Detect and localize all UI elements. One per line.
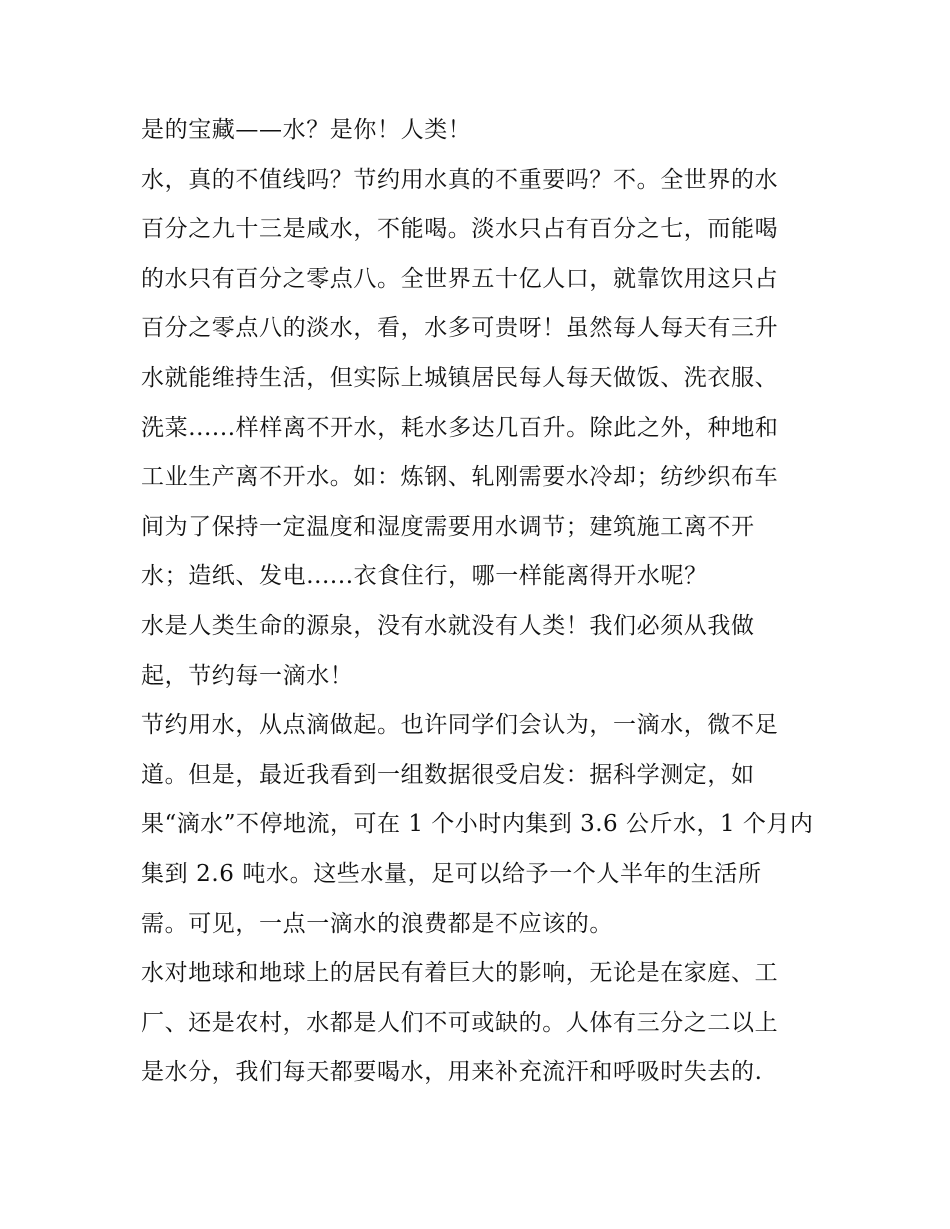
text-line: 起，节约每一滴水！ [141, 662, 354, 689]
text-line: 水就能维持生活，但实际上城镇居民每人每天做饭、洗衣服、 [141, 364, 779, 391]
text-line: 厂、还是农村，水都是人们不可或缺的。人体有三分之二以上 [141, 1009, 779, 1036]
text-line: 集到 2.6 吨水。这些水量，足可以给予一个人半年的生活所 [141, 860, 762, 887]
text-line: 水是人类生命的源泉，没有水就没有人类！我们必须从我做 [141, 612, 755, 639]
text-line: 水，真的不值线吗？节约用水真的不重要吗？不。全世界的水 [141, 166, 779, 193]
text-line: 道。但是，最近我看到一组数据很受启发：据科学测定，如 [141, 761, 755, 788]
paragraph-4 [141, 701, 813, 949]
text-line: 的水只有百分之零点八。全世界五十亿人口，就靠饮用这只占 [141, 265, 779, 292]
paragraph-5 [141, 949, 813, 1098]
paragraph-3 [141, 602, 813, 701]
text-line: 水对地球和地球上的居民有着巨大的影响，无论是在家庭、工 [141, 960, 779, 987]
text-line: 果“滴水”不停地流，可在 1 个小时内集到 3.6 公斤水，1 个月内 [141, 811, 814, 838]
paragraph-2 [141, 156, 813, 602]
text-line: 百分之九十三是咸水，不能喝。淡水只占有百分之七，而能喝 [141, 216, 779, 243]
document-body [141, 106, 813, 1098]
text-line: 需。可见，一点一滴水的浪费都是不应该的。 [141, 910, 613, 937]
text-line: 洗菜......样样离不开水，耗水多达几百升。除此之外，种地和 [141, 414, 779, 441]
text-line: 是水分，我们每天都要喝水，用来补充流汗和呼吸时失去的. [141, 1059, 763, 1086]
text-line: 水；造纸、发电......衣食住行，哪一样能离得开水呢？ [141, 563, 708, 590]
text-line: 工业生产离不开水。如：炼钢、轧刚需要水冷却；纺纱织布车 [141, 464, 779, 491]
paragraph-1 [141, 106, 813, 156]
text-line: 百分之零点八的淡水，看，水多可贵呀！虽然每人每天有三升 [141, 315, 779, 342]
text-line: 是的宝藏——水？是你！人类！ [141, 117, 472, 143]
text-line: 间为了保持一定温度和湿度需要用水调节；建筑施工离不开 [141, 513, 755, 540]
text-line: 节约用水，从点滴做起。也许同学们会认为，一滴水，微不足 [141, 712, 779, 739]
